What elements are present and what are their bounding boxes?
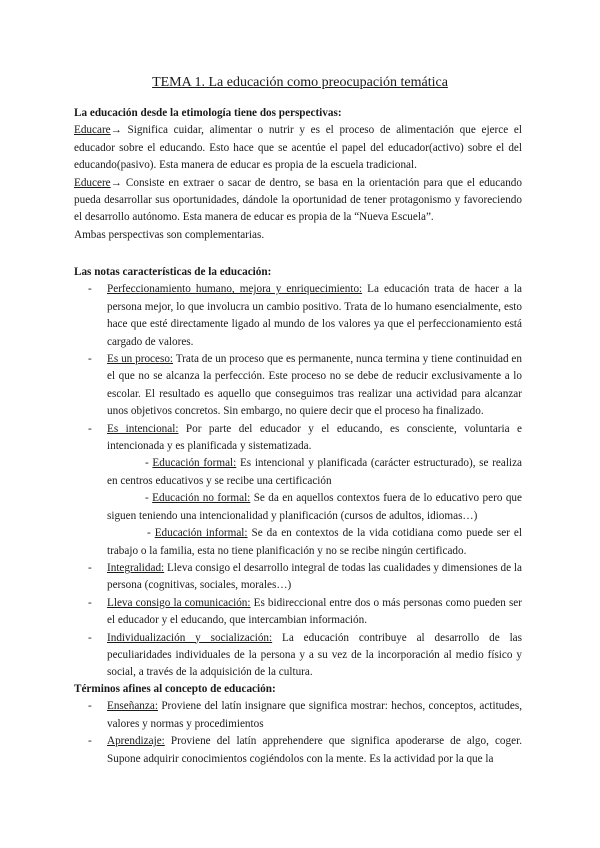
sub-dash: - xyxy=(145,492,153,505)
characteristics-list xyxy=(74,281,522,681)
item-text: Por parte del educador y el educando, es consciente, voluntaria e intencionada y es planificada y sistematizada. xyxy=(107,422,522,453)
section-characteristics xyxy=(74,264,522,682)
list-item xyxy=(74,595,522,630)
item-term: Enseñanza: xyxy=(107,700,158,713)
item-term: Es intencional: xyxy=(107,422,179,435)
list-item xyxy=(74,560,522,595)
list-item xyxy=(74,351,522,421)
item-term: Integralidad: xyxy=(107,561,165,574)
list-item xyxy=(74,281,522,351)
section-etymology xyxy=(74,105,522,244)
section-heading: Términos afines al concepto de educación: xyxy=(74,683,276,695)
item-term: Aprendizaje: xyxy=(107,735,165,748)
sub-text: Se da en contextos de la vida cotidiana como puede ser el trabajo o la familia, esta no tiene planificación y no se recibe ningún certificado. xyxy=(107,527,522,557)
page-title: TEMA 1. La educación como preocupación temática xyxy=(152,75,448,90)
sub-dash: - xyxy=(147,527,155,540)
educare-term: Educare xyxy=(74,124,111,137)
list-item xyxy=(74,733,522,768)
educare-text: → Significa cuidar, alimentar o nutrir y es el proceso de alimentación que ejerce el educador sobre el educando. Esto hace que se acentúe el papel del educador(activo) sobre el del educando(pasivo). Esta manera de educar es propia de la escuela tradicional. xyxy=(74,124,522,172)
list-item xyxy=(74,421,522,560)
item-text: Trata de un proceso que es permanente, nunca termina y tiene continuidad en el que no se alcanza la perfección. Este proceso no se debe de reducir exclusivamente a lo escolar. El resultado es aquello que conseguimos tras realizar una actividad para alcanzar unos objetivos concretos. Sin embargo, no quiere decir que el proceso ha finalizado. xyxy=(107,353,522,418)
section-heading: Las notas características de la educación: xyxy=(74,266,272,278)
related-terms-list xyxy=(74,698,522,768)
educere-paragraph xyxy=(74,175,522,227)
educere-text: → Consiste en extraer o sacar de dentro, se basa en la orientación para que el educando pueda desarrollar sus oportunidades, dándole la oportunidad de tener protagonismo y favoreciendo el desarrollo autónomo. Esta manera de educar es propia de la “Nueva Escuela”. xyxy=(74,176,522,224)
item-text: La educación trata de hacer a la persona mejor, lo que involucra un cambio positivo. Trata de lo humano esencialmente, esto hace que esté directamente ligado al mundo de los valores ya que el perfeccionamiento está cargado de valores. xyxy=(107,283,522,348)
item-term: Es un proceso: xyxy=(107,353,174,366)
list-item xyxy=(74,698,522,733)
educere-term: Educere xyxy=(74,176,111,189)
educare-paragraph xyxy=(74,122,522,174)
sub-term: Educación formal: xyxy=(152,457,237,470)
item-text: Lleva consigo el desarrollo integral de todas las cualidades y dimensiones de la persona (cognitivas, sociales, morales…) xyxy=(107,561,522,592)
sub-item xyxy=(107,525,522,560)
item-text: La educación contribuye al desarrollo de las peculiaridades individuales de la persona y a su vez de la incorporación al medio físico y social, a través de la adquisición de la cultura. xyxy=(107,631,522,679)
sub-dash: - xyxy=(145,457,153,470)
item-text: Proviene del latín insignare que significa mostrar: hechos, conceptos, actitudes, valores y normas y procedimientos xyxy=(107,700,522,730)
sub-item xyxy=(107,455,522,490)
item-text: Es bidireccional entre dos o más personas como pueden ser el educador y el educando, que intercambian información. xyxy=(107,596,522,627)
section-heading: La educación desde la etimología tiene dos perspectivas: xyxy=(74,107,342,119)
sub-text: Es intencional y planificada (carácter estructurado), se realiza en centros educativos y se recibe una certificación xyxy=(107,457,522,487)
sub-term: Educación informal: xyxy=(154,527,248,540)
item-text: Proviene del latín apprehendere que significa apoderarse de algo, coger. Supone adquirir conocimientos cogiéndolos con la mente. Es la actividad por la que la xyxy=(107,735,522,765)
closing-sentence: Ambas perspectivas son complementarias. xyxy=(74,228,265,241)
item-term: Perfeccionamiento humano, mejora y enriquecimiento: xyxy=(107,283,363,296)
sub-text: Se da en aquellos contextos fuera de lo educativo pero que siguen teniendo una intencionalidad y planificación (cursos de adultos, idiomas…) xyxy=(107,492,522,522)
list-item xyxy=(74,630,522,682)
sub-item xyxy=(107,490,522,525)
item-term: Individualización y socialización: xyxy=(107,631,273,644)
sub-term: Educación no formal: xyxy=(152,492,251,505)
item-term: Lleva consigo la comunicación: xyxy=(107,596,251,609)
section-related-terms xyxy=(74,681,522,768)
